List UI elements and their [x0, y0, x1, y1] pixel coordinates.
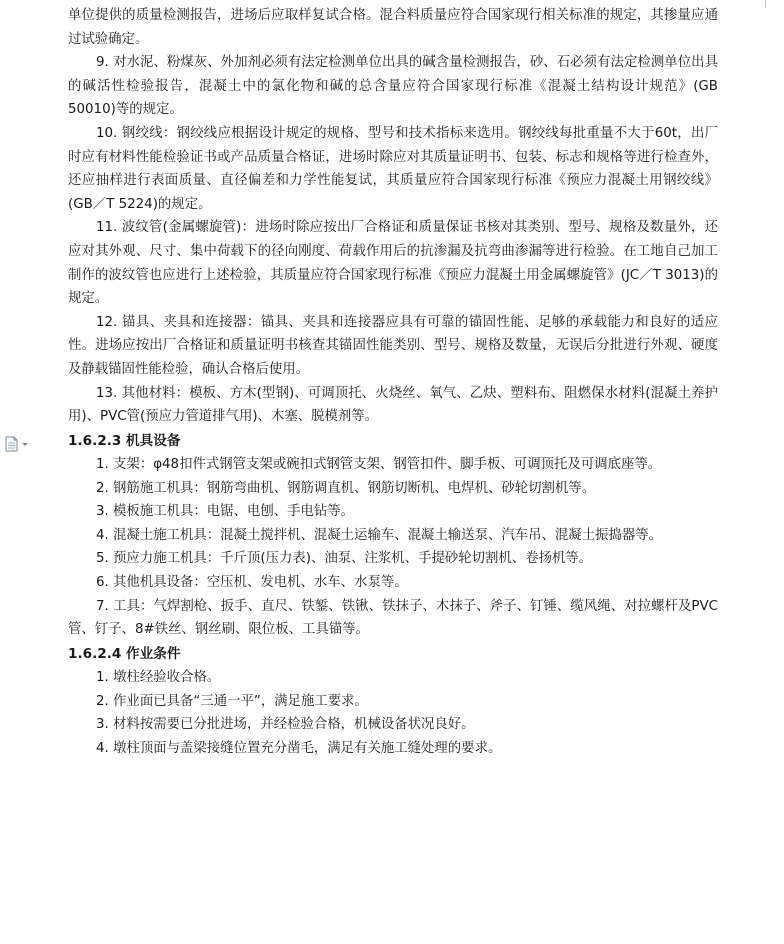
paragraph-item-13: 13. 其他材料：模板、方木(型钢)、可调顶托、火烧丝、氧气、乙炔、塑料布、阻燃保水材料(混凝土养护用)、PVC管(预应力管道排气用)、木塞、脱模剂等。 [68, 385, 718, 425]
list-item: 1. 墩柱经验收合格。 [96, 670, 221, 686]
list-item: 6. 其他机具设备：空压机、发电机、水车、水泵等。 [96, 575, 408, 591]
paragraph-item-10: 10. 钢绞线：钢绞线应根据设计规定的规格、型号和技术指标来选用。钢绞线每批重量不大于60t，出厂时应有材料性能检验证书或产品质量合格证，进场时除应对其质量证明书、包装、标志和规格等进行检查外，还应抽样进行表面质量、直径偏差和力学性能复试，其质量应符合国家现行标准《预应力混凝土用钢绞线》(GB／T 5224)的规定。 [68, 125, 718, 212]
list-item: 4. 墩柱顶面与盖梁接缝位置充分凿毛，满足有关施工缝处理的要求。 [96, 741, 502, 757]
paragraph-item-11: 11. 波纹管(金属螺旋管)：进场时除应按出厂合格证和质量保证书核对其类别、型号、规格及数量外，还应对其外观、尺寸、集中荷载下的径向刚度、荷载作用后的抗渗漏及抗弯曲渗漏等进行检验。在工地自己加工制作的波纹管也应进行上述检验，其质量应符合国家现行标准《预应力混凝土用金属螺旋管》(JC／T 3013)的规定。 [68, 220, 718, 307]
section-heading-conditions: 1.6.2.4 作业条件 [68, 645, 181, 662]
list-item: 7. 工具：气焊割枪、扳手、直尺、铁錾、铁锹、铁抹子、木抹子、斧子、钉锤、缆风绳、对拉螺杆及PVC管、钉子、8#铁丝、钢丝刷、限位板、工具锚等。 [68, 598, 718, 638]
document-options-icon[interactable] [4, 436, 32, 452]
document-body [68, 4, 718, 761]
list-item: 5. 预应力施工机具：千斤顶(压力表)、油泵、注浆机、手提砂轮切割机、卷扬机等。 [96, 551, 593, 567]
list-item: 3. 模板施工机具：电锯、电刨、手电钻等。 [96, 504, 355, 520]
paragraph-item-12: 12. 锚具、夹具和连接器：锚具、夹具和连接器应具有可靠的锚固性能、足够的承载能力和良好的适应性。进场应按出厂合格证和质量证明书核查其锚固性能类别、型号、规格及数量，无误后分批进行外观、硬度及静载锚固性能检验，确认合格后使用。 [68, 314, 718, 377]
list-item: 4. 混凝土施工机具：混凝土搅拌机、混凝土运输车、混凝土输送泵、汽车吊、混凝土振捣器等。 [96, 527, 663, 543]
list-item: 2. 钢筋施工机具：钢筋弯曲机、钢筋调直机、钢筋切断机、电焊机、砂轮切割机等。 [96, 480, 596, 496]
list-item: 1. 支架：φ48扣件式钢管支架或碗扣式钢管支架、钢管扣件、脚手板、可调顶托及可调底座等。 [96, 457, 662, 473]
section-heading-equipment: 1.6.2.3 机具设备 [68, 432, 181, 449]
page-edge-mark [765, 0, 766, 8]
list-item: 3. 材料按需要已分批进场，并经检验合格，机械设备状况良好。 [96, 717, 475, 733]
paragraph-continuation: 单位提供的质量检测报告，进场后应取样复试合格。混合料质量应符合国家现行相关标准的规定，其掺量应通过试验确定。 [68, 8, 718, 47]
paragraph-item-9: 9. 对水泥、粉煤灰、外加剂必须有法定检测单位出具的碱含量检测报告，砂、石必须有法定检测单位出具的碱活性检验报告，混凝土中的氯化物和碱的总含量应符合国家现行标准《混凝土结构设计规范》(GB 50010)等的规定。 [68, 55, 718, 118]
list-item: 2. 作业面已具备“三通一平”，满足施工要求。 [96, 693, 368, 709]
